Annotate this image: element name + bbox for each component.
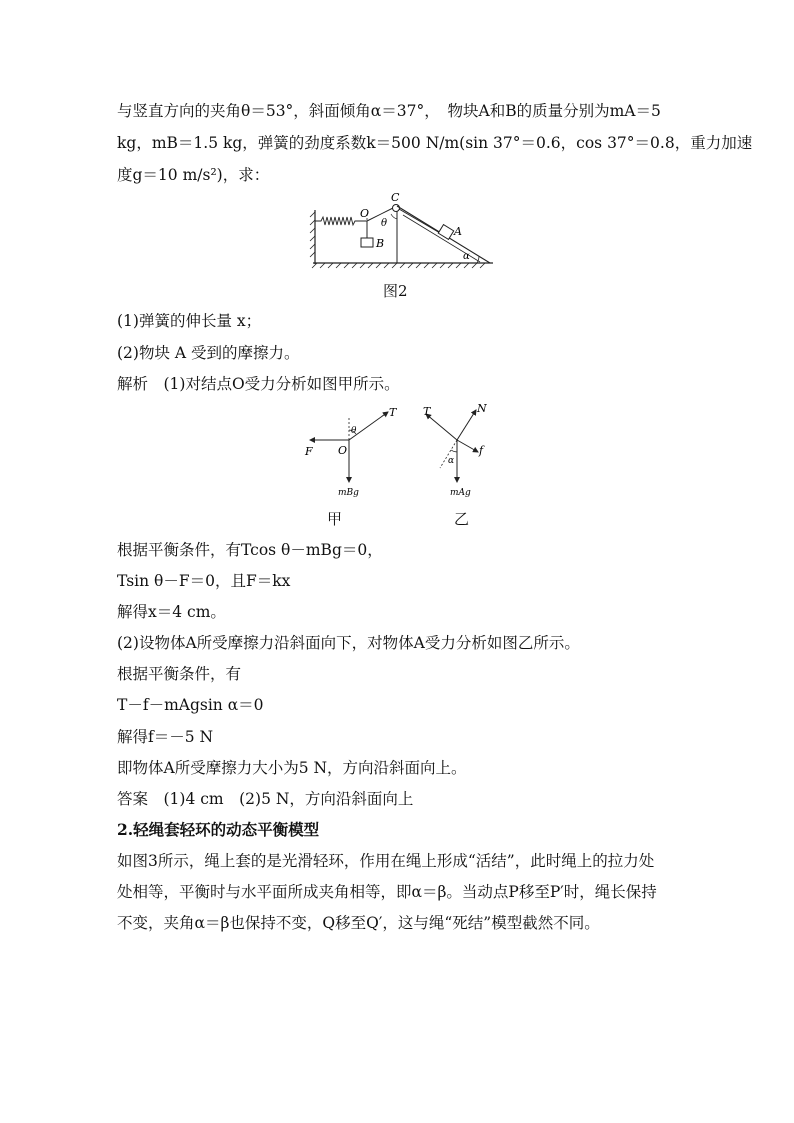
text-line-17: 如图3所示，绳上套的是光滑轻环，作用在绳上形成“活结”，此时绳上的拉力处 bbox=[117, 852, 655, 870]
yi-label-N: N bbox=[477, 402, 487, 415]
fig2-label-B: B bbox=[376, 237, 385, 250]
text-line-14: 即物体A所受摩擦力大小为5 N，方向沿斜面向上。 bbox=[117, 759, 467, 777]
jia-label-F: F bbox=[305, 445, 313, 458]
fig2-label-C: C bbox=[391, 192, 400, 204]
yi-label-T: T bbox=[423, 405, 431, 418]
yi-label-f: f bbox=[479, 444, 484, 457]
figure-jia-force-diagram bbox=[300, 402, 410, 502]
fig2-label-O: O bbox=[360, 207, 370, 220]
jia-label-theta: θ bbox=[351, 426, 357, 436]
figure-yi-caption: 乙 bbox=[454, 510, 470, 528]
jia-label-mBg: mBg bbox=[338, 488, 359, 498]
jia-label-O: O bbox=[338, 444, 348, 457]
jia-label-T: T bbox=[389, 406, 397, 419]
text-line-12: T－f－mAgsin α＝0 bbox=[117, 696, 264, 714]
section-heading: 2.轻绳套轻环的动态平衡模型 bbox=[117, 820, 320, 839]
yi-label-mAg: mAg bbox=[450, 488, 471, 498]
fig2-label-A: A bbox=[454, 225, 462, 238]
text-line-1: 与竖直方向的夹角θ＝53°，斜面倾角α＝37°， 物块A和B的质量分别为mA＝5 bbox=[117, 102, 661, 120]
figure-2-incline bbox=[305, 192, 500, 272]
text-line-13: 解得f＝－5 N bbox=[117, 728, 214, 746]
text-line-15: 答案 (1)4 cm (2)5 N，方向沿斜面向上 bbox=[117, 790, 414, 808]
text-line-7: 根据平衡条件，有Tcos θ－mBg＝0， bbox=[117, 541, 383, 559]
text-line-6: 解析 (1)对结点O受力分析如图甲所示。 bbox=[117, 375, 400, 393]
figure-yi-force-diagram bbox=[418, 402, 503, 502]
text-line-18: 处相等，平衡时与水平面所成夹角相等，即α＝β。当动点P移至P′时，绳长保持 bbox=[117, 883, 657, 901]
text-line-19: 不变，夹角α＝β也保持不变，Q移至Q′，这与绳“死结”模型截然不同。 bbox=[117, 914, 600, 932]
yi-label-alpha: α bbox=[448, 456, 455, 466]
fig2-label-alpha: α bbox=[463, 251, 470, 262]
text-line-10: (2)设物体A所受摩擦力沿斜面向下，对物体A受力分析如图乙所示。 bbox=[117, 634, 580, 652]
text-line-4: (1)弹簧的伸长量 x； bbox=[117, 312, 262, 330]
text-line-5: (2)物块 A 受到的摩擦力。 bbox=[117, 344, 300, 362]
figure-2-caption: 图2 bbox=[383, 282, 408, 300]
text-line-3: 度g＝10 m/s²)，求： bbox=[117, 166, 270, 184]
figure-jia-caption: 甲 bbox=[327, 510, 343, 528]
text-line-8: Tsin θ－F＝0，且F＝kx bbox=[117, 572, 291, 590]
text-line-9: 解得x＝4 cm。 bbox=[117, 603, 226, 621]
text-line-2: kg，mB＝1.5 kg，弹簧的劲度系数k＝500 N/m(sin 37°＝0.6，cos 37°＝0.8，重力加速 bbox=[117, 134, 753, 152]
fig2-label-theta: θ bbox=[381, 218, 388, 229]
text-line-11: 根据平衡条件，有 bbox=[117, 665, 242, 683]
